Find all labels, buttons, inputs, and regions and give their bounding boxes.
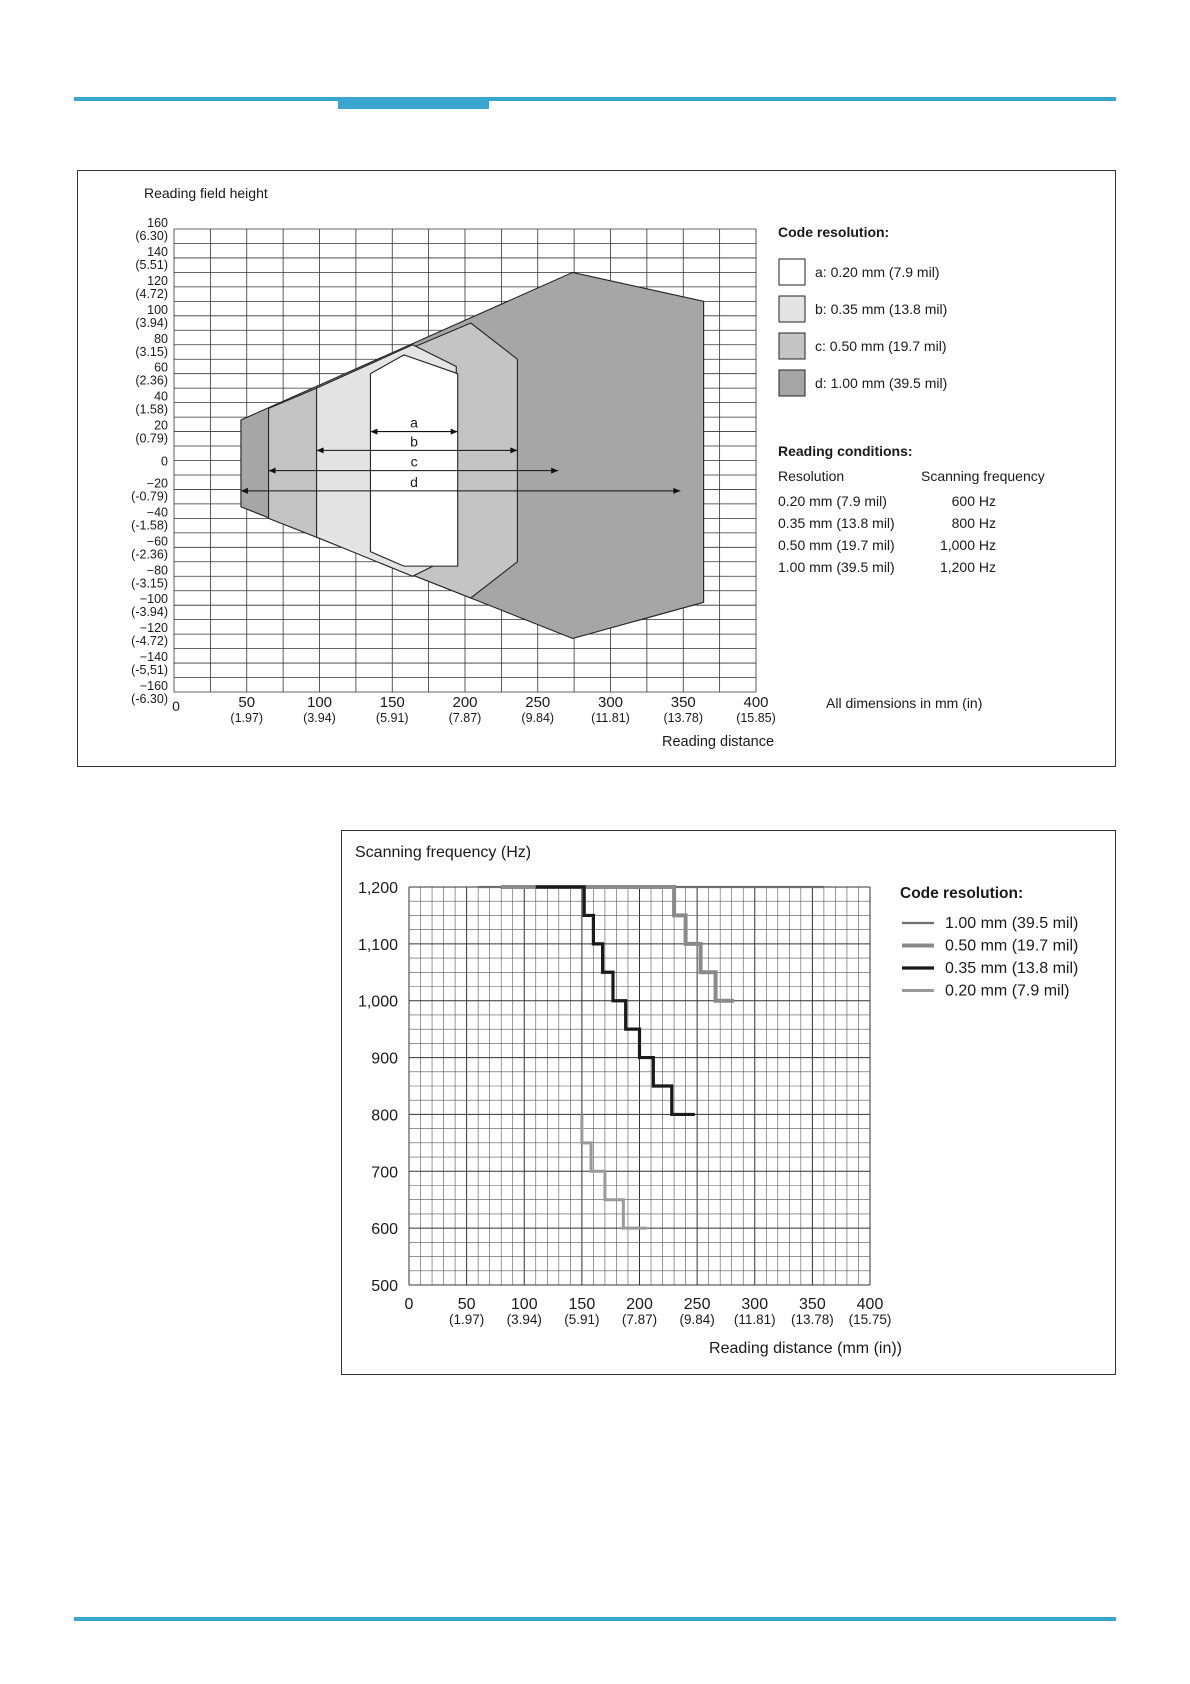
x-tick-label: 200 [452, 694, 478, 711]
x-tick-label: 350 [670, 694, 696, 711]
x-tick-label-in: (1.97) [448, 1312, 485, 1327]
legend-label: a: 0.20 mm (7.9 mil) [815, 264, 940, 280]
legend-label: d: 1.00 mm (39.5 mil) [815, 375, 948, 391]
conditions-frequency: 1,200 Hz [939, 559, 996, 575]
x-tick-label-in: (11.81) [733, 1312, 776, 1327]
y-tick-label: 80 [154, 331, 168, 346]
x-tick-label: 400 [856, 1296, 884, 1313]
reading-field-panel [77, 170, 1116, 767]
y-tick-label-in: (0.79) [135, 431, 168, 446]
x-axis-title: Reading distance [661, 734, 775, 750]
x-tick-label: 150 [379, 694, 405, 711]
header-rule-tab [338, 97, 489, 109]
y-tick-label: 600 [371, 1221, 398, 1239]
conditions-frequency: 1,000 Hz [939, 537, 996, 553]
y-tick-label: 140 [147, 244, 168, 259]
y-axis-title: Scanning frequency (Hz) [355, 844, 532, 861]
x-tick-label-in: (7.87) [448, 711, 482, 725]
y-tick-label: −80 [146, 563, 168, 578]
y-tick-label: 700 [371, 1164, 398, 1182]
conditions-frequency: 600 Hz [951, 493, 996, 509]
y-tick-label-in: (6.30) [135, 229, 168, 243]
y-tick-label-in: (-5,51) [131, 663, 168, 678]
conditions-resolution: 0.20 mm (7.9 mil) [778, 493, 887, 509]
legend-swatch [779, 370, 805, 396]
legend-label: c: 0.50 mm (19.7 mil) [815, 338, 947, 354]
range-label-a: a [410, 414, 418, 431]
x-tick-label: 400 [743, 694, 769, 711]
y-tick-label: 40 [154, 389, 168, 404]
y-tick-label-in: (-4.72) [131, 634, 168, 649]
y-tick-label-in: (1.58) [135, 402, 168, 417]
y-tick-label: −100 [139, 592, 168, 607]
header-rule-left [74, 97, 338, 101]
legend-label: 0.50 mm (19.7 mil) [945, 937, 1079, 955]
x-tick-label: 0 [172, 698, 180, 714]
y-tick-label: 1,000 [357, 993, 398, 1011]
y-tick-label: 120 [147, 273, 168, 288]
x-tick-label-in: (15.85) [736, 711, 776, 725]
y-tick-label-in: (-1.58) [131, 518, 168, 533]
y-tick-label: −20 [146, 476, 168, 491]
legend-swatch [779, 333, 805, 359]
conditions-title: Reading conditions: [778, 443, 913, 459]
y-tick-label-in: (5.51) [135, 257, 168, 272]
x-tick-label-in: (13.78) [663, 711, 704, 725]
y-tick-label: −120 [139, 621, 168, 636]
y-tick-label-in: (-0.79) [131, 489, 168, 504]
x-tick-label-in: (13.78) [790, 1312, 834, 1327]
dimensions-note: All dimensions in mm (in) [826, 695, 983, 711]
header-rule-right [489, 97, 1116, 101]
x-tick-label-in: (3.94) [506, 1312, 542, 1327]
y-tick-label: −60 [146, 534, 168, 549]
reading-field-chart [78, 171, 1115, 766]
x-tick-label-in: (7.87) [621, 1312, 658, 1327]
legend-label: b: 0.35 mm (13.8 mil) [815, 301, 948, 317]
y-tick-label-in: (3.15) [135, 344, 168, 359]
conditions-header-frequency: Scanning frequency [921, 468, 1045, 484]
y-tick-label: −40 [146, 505, 168, 520]
conditions-resolution: 0.35 mm (13.8 mil) [778, 515, 895, 531]
legend-title: Code resolution: [900, 885, 1024, 902]
footer-rule [74, 1617, 1116, 1621]
range-label-c: c [410, 453, 418, 470]
y-tick-label: 500 [371, 1278, 398, 1295]
x-tick-label: 100 [306, 694, 333, 711]
y-tick-label: 1,200 [357, 880, 398, 897]
scanning-frequency-chart [342, 831, 1115, 1374]
y-tick-label: 0 [161, 454, 168, 469]
y-tick-label: 800 [371, 1107, 398, 1125]
y-tick-label: 60 [154, 360, 168, 375]
x-tick-label-in: (15.75) [848, 1312, 892, 1327]
legend-label: 0.20 mm (7.9 mil) [945, 982, 1070, 1000]
conditions-header-resolution: Resolution [778, 468, 845, 484]
range-label-d: d [410, 473, 418, 490]
x-tick-label: 300 [741, 1296, 769, 1313]
x-tick-label-in: (9.84) [679, 1312, 715, 1327]
legend-label: 1.00 mm (39.5 mil) [945, 915, 1079, 932]
x-axis-title: Reading distance (mm (in)) [709, 1340, 902, 1357]
y-tick-label-in: (-3.15) [131, 576, 168, 591]
range-label-b: b [410, 433, 418, 450]
legend-swatch [779, 259, 805, 285]
y-tick-label-in: (-2.36) [131, 547, 168, 562]
legend-swatch [779, 296, 805, 322]
x-tick-label-in: (3.94) [303, 711, 336, 725]
conditions-resolution: 0.50 mm (19.7 mil) [778, 537, 895, 553]
scanning-frequency-panel [341, 830, 1116, 1375]
y-tick-label-in: (2.36) [135, 373, 168, 388]
y-tick-label: −140 [139, 650, 168, 665]
x-tick-label: 250 [525, 694, 551, 711]
y-tick-label-in: (-6.30) [131, 692, 168, 706]
x-tick-label-in: (5.91) [375, 711, 409, 725]
y-tick-label: 100 [147, 302, 168, 317]
x-tick-label: 150 [568, 1296, 596, 1313]
x-tick-label: 100 [510, 1296, 538, 1313]
y-tick-label: 900 [371, 1050, 398, 1068]
y-tick-label: 160 [147, 216, 168, 230]
x-tick-label: 350 [799, 1296, 826, 1313]
x-tick-label: 200 [626, 1296, 653, 1313]
x-tick-label-in: (1.97) [230, 711, 264, 725]
y-tick-label: 1,100 [357, 936, 398, 954]
x-tick-label: 50 [457, 1296, 476, 1313]
x-tick-label-in: (11.81) [591, 711, 630, 725]
legend-label: 0.35 mm (13.8 mil) [945, 960, 1079, 977]
x-tick-label-in: (9.84) [521, 711, 555, 725]
x-tick-label: 50 [238, 694, 256, 711]
legend-title: Code resolution: [778, 224, 890, 240]
y-tick-label: −160 [139, 679, 168, 693]
conditions-frequency: 800 Hz [951, 515, 996, 531]
y-tick-label-in: (4.72) [135, 286, 168, 301]
y-axis-title: Reading field height [144, 185, 268, 201]
y-tick-label: 20 [154, 418, 168, 433]
y-tick-label-in: (3.94) [135, 315, 168, 330]
conditions-resolution: 1.00 mm (39.5 mil) [778, 559, 895, 575]
y-tick-label-in: (-3.94) [131, 605, 168, 620]
x-tick-label: 250 [683, 1296, 711, 1313]
x-tick-label-in: (5.91) [564, 1312, 600, 1327]
x-tick-label: 300 [597, 694, 624, 711]
x-tick-label: 0 [404, 1296, 414, 1313]
